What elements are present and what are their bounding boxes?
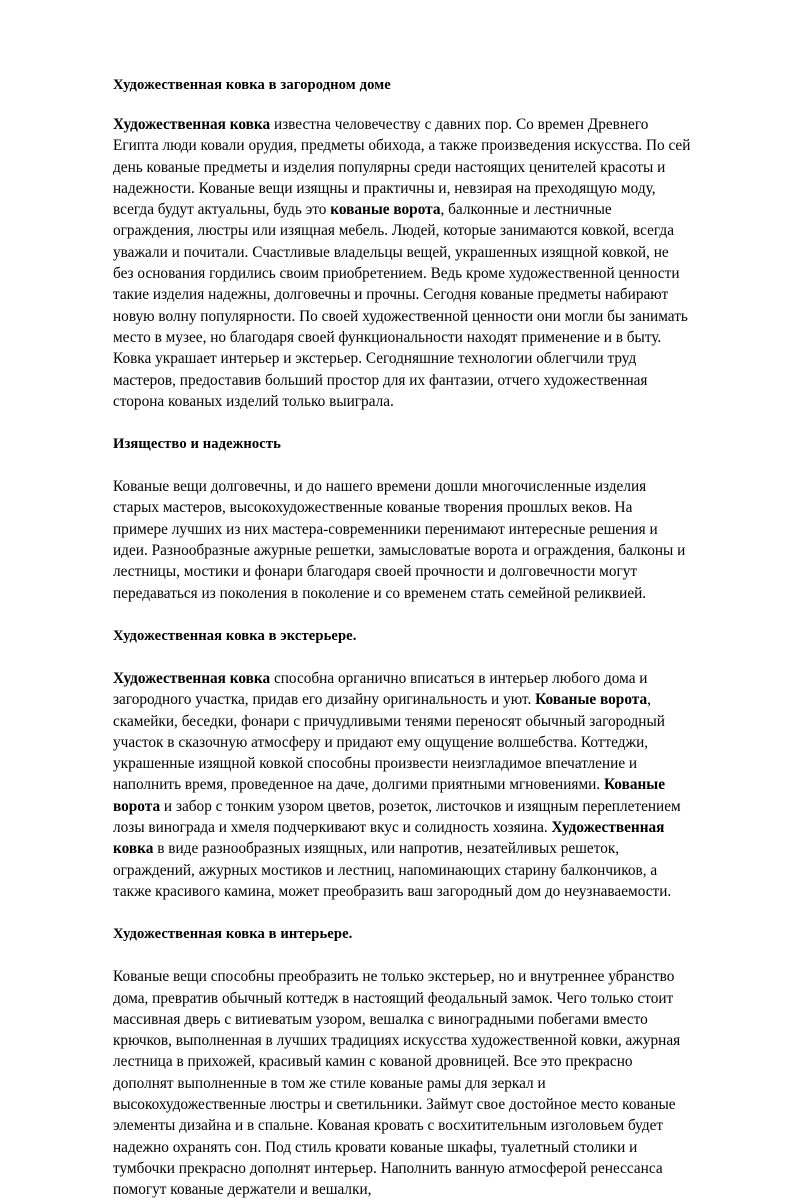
text-run: Кованые вещи долговечны, и до нашего времени дошли многочисленные изделия старых мастеров, высокохудожественные кованые творения прошлых веков. На примере лучших из них мастера-современники перенимают интересные решения и идеи. Разнообразные ажурные решетки, замысловатые ворота и ограждения, балконы и лестницы, мостики и фонари благодаря своей прочности и долговечности могут передаваться из поколения в поколение и со временем стать семейной реликвией.	[113, 478, 686, 602]
text-run: и забор с тонким узором цветов, розеток, листочков и изящным переплетением лозы винограда и хмеля подчеркивают вкус и солидность хозяина.	[113, 797, 681, 837]
emphasis-run: Художественная ковка	[113, 116, 271, 133]
paragraph-intro	[113, 114, 691, 412]
emphasis-run: Художественная ковка	[113, 669, 271, 687]
spacer	[113, 95, 691, 114]
page-title: Художественная ковка в загородном доме	[113, 77, 391, 93]
spacer	[113, 902, 691, 925]
section-heading-interior: Художественная ковка в интерьере.	[113, 926, 353, 943]
spacer	[113, 454, 691, 476]
spacer	[113, 944, 691, 966]
text-run: Кованые вещи способны преобразить не только экстерьер, но и внутреннее убранство дома, превратив обычный коттедж в настоящий феодальный замок. Чего только стоит массивная дверь с витиеватым узором, вешалка с виноградными побегами вместо крючков, выполненная в лучших традициях искусства художественной ковки, ажурная лестница в прихожей, красивый камин с кованой дровницей. Все это прекрасно дополнят выполненные в том же стиле кованые рамы для зеркал и высокохудожественные люстры и светильники. Займут свое достойное место кованые элементы дизайна и в спальне. Кованая кровать с восхитительным изголовьем будет надежно охранять сон. Под стиль кровати кованые шкафы, туалетный столики и тумбочки прекрасно дополнят интерьер. Наполнить ванную атмосферой ренессанса помогут кованые держатели и вешалки,	[113, 968, 681, 1199]
spacer	[113, 646, 691, 668]
paragraph-elegance	[113, 476, 691, 604]
paragraph-exterior	[113, 668, 691, 902]
text-run: известна человечеству с давних пор. Со времен Древнего Египта люди ковали орудия, предметы обихода, а также произведения искусства. По сей день кованые предметы и изделия популярны среди настоящих ценителей красоты и надежности. Кованые вещи изящны и практичны и, невзирая на преходящую моду, всегда будут актуальны, будь это	[113, 116, 691, 219]
text-run: способна органично вписаться в интерьер любого дома и загородного участка, придав его дизайну оригинальность и уют.	[113, 669, 648, 709]
text-run: , балконные и лестничные ограждения, люстры или изящная мебель. Людей, которые занимаются ковкой, всегда уважали и почитали. Счастливые владельцы вещей, украшенных изящной ковкой, не без основания гордились своим приобретением. Ведь кроме художественной ценности такие изделия надежны, долговечны и прочны. Сегодня кованые предметы набирают новую волну популярности. По своей художественной ценности они могли бы занимать место в музее, но благодаря своей функциональности находят применение и в быту. Ковка украшает интерьер и экстерьер. Сегодняшние технологии облегчили труд мастеров, предоставив больший простор для их фантазии, отчего художественная сторона кованых изделий только выиграла.	[113, 201, 688, 410]
spacer	[113, 412, 691, 435]
section-heading-exterior: Художественная ковка в экстерьере.	[113, 627, 357, 644]
spacer	[113, 604, 691, 627]
paragraph-interior	[113, 966, 691, 1200]
text-run: в виде разнообразных изящных, или напротив, незатейливых решеток, ограждений, ажурных мостиков и лестниц, напоминающих старину балкончиков, а также красивого камина, может преобразить ваш загородный дом до неузнаваемости.	[113, 840, 672, 900]
section-heading-elegance: Изящество и надежность	[113, 436, 281, 453]
emphasis-run: Художественная ковка	[113, 819, 665, 858]
emphasis-run: Кованые ворота	[535, 691, 648, 709]
document-content	[113, 76, 691, 1200]
emphasis-run: кованые ворота	[330, 201, 441, 219]
text-run: , скамейки, беседки, фонари с причудливыми тенями переносят обычный загородный участок в сказочную атмосферу и придают ему ощущение волшебства. Коттеджи, украшенные изящной ковкой способны произвести неизгладимое впечатление и наполнить время, проведенное на даче, долгими приятными мгновениями.	[113, 691, 665, 794]
emphasis-run: Кованые ворота	[113, 776, 666, 815]
